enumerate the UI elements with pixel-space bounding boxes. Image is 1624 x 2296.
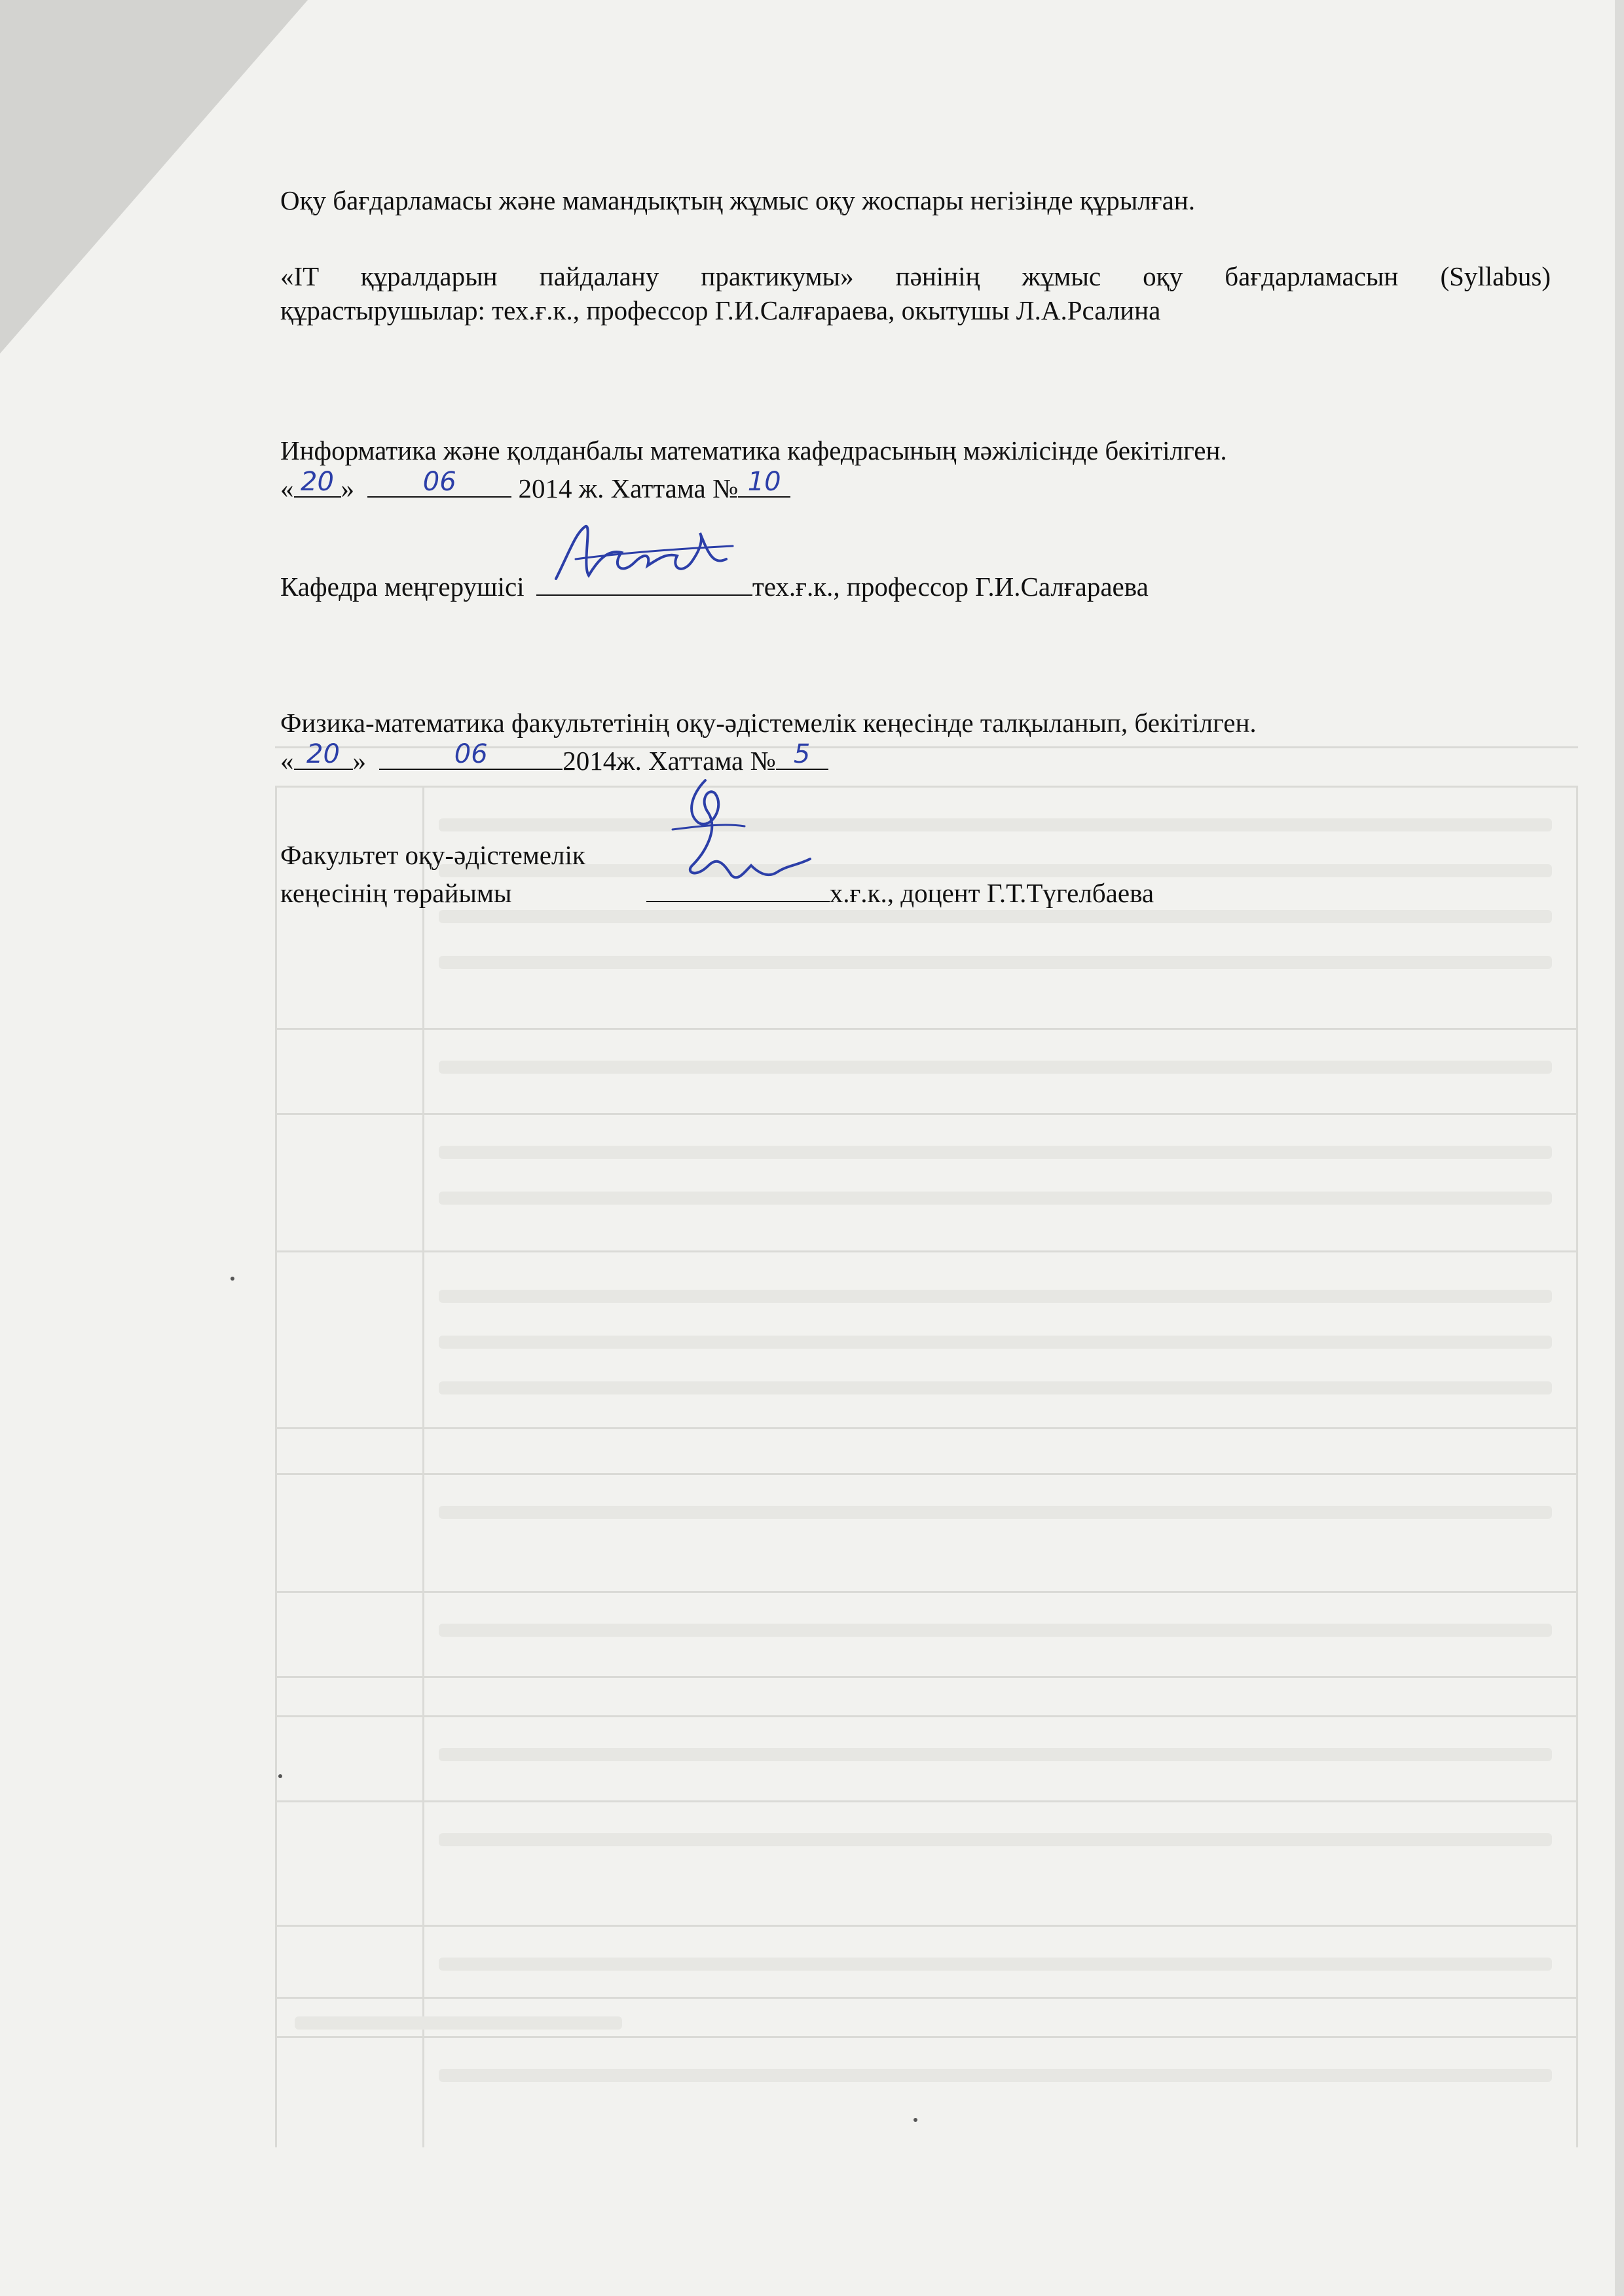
- open-quote: «: [280, 473, 294, 503]
- bleed-through-table: [275, 746, 1578, 2154]
- chair-line: [280, 872, 1551, 910]
- date-day-field: [294, 740, 353, 770]
- year-protocol-text: 2014 ж. Хаттама №: [518, 473, 739, 503]
- handwritten-month: 06: [422, 467, 456, 497]
- chair-label-line1: Факультет оқу-әдістемелік: [280, 840, 585, 870]
- scan-speck: [913, 2118, 917, 2122]
- chair-name: х.ғ.к., доцент Г.Т.Түгелбаева: [829, 878, 1154, 908]
- scan-speck: [231, 1277, 234, 1281]
- protocol-number-field: [738, 467, 790, 498]
- basis-line: Оқу бағдарламасы және мамандықтың жұмыс оқу жоспары негізінде құрылған.: [280, 185, 1195, 215]
- year-protocol-text: 2014ж. Хаттама №: [563, 746, 776, 776]
- faculty-approval-date: [280, 740, 1551, 778]
- handwritten-month: 06: [454, 739, 488, 769]
- protocol-number-field: [776, 740, 828, 770]
- chair-signature-icon: [646, 767, 843, 898]
- date-day-field: [294, 467, 341, 498]
- department-approval-date: [280, 467, 1551, 505]
- syllabus-title-line: «IT құралдарын пайдалану практикумы» пәнінің жұмыс оқу бағдарламасын (Syllabus): [280, 261, 1551, 291]
- date-month-field: [379, 740, 563, 770]
- close-quote: »: [341, 473, 354, 503]
- department-approval-title: Информатика және қолданбалы математика кафедрасының мәжілісінде бекітілген.: [280, 435, 1227, 465]
- chair-label-line2: кеңесінің төрайымы: [280, 878, 512, 908]
- date-month-field: [367, 467, 511, 498]
- chair-signature-field: [646, 872, 830, 902]
- scan-speck: [278, 1774, 282, 1778]
- head-signature-field: [536, 566, 752, 596]
- faculty-approval-title: Физика-математика факультетінің оқу-әдістемелік кеңесінде талқыланып, бекітілген.: [280, 708, 1257, 738]
- handwritten-protocol: 10: [747, 467, 781, 497]
- page-edge: [1615, 0, 1624, 2296]
- head-of-department-line: [280, 566, 1551, 604]
- close-quote: »: [352, 746, 366, 776]
- handwritten-day: 20: [301, 467, 334, 497]
- head-signature-icon: [536, 513, 746, 598]
- head-label: Кафедра меңгерушісі: [280, 572, 525, 602]
- folded-corner: [0, 0, 308, 354]
- head-name: тех.ғ.к., профессор Г.И.Салғараева: [752, 572, 1149, 602]
- open-quote: «: [280, 746, 294, 776]
- syllabus-approval-page: [280, 183, 1551, 910]
- handwritten-day: 20: [306, 739, 340, 769]
- handwritten-protocol: 5: [793, 739, 811, 769]
- compilers-line: құрастырушылар: тех.ғ.к., профессор Г.И.Салғараева, окытушы Л.А.Рсалина: [280, 295, 1161, 325]
